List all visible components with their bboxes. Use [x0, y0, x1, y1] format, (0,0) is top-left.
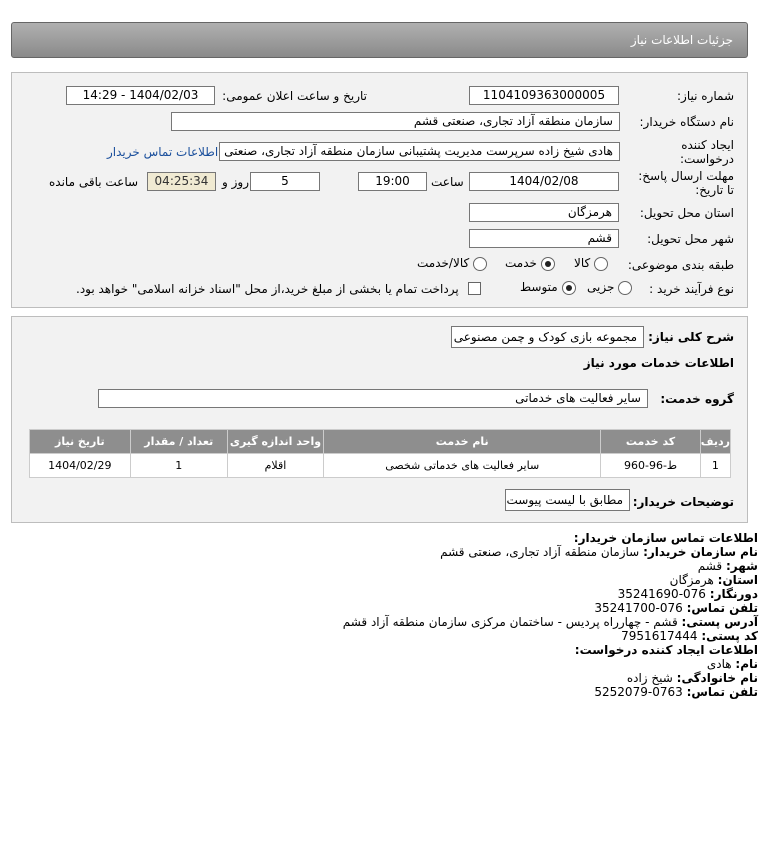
- radio-icon[interactable]: [473, 257, 487, 271]
- need-number-field[interactable]: 1104109363000005: [469, 86, 619, 105]
- creator-family: نام خانوادگی: شیخ زاده: [626, 671, 758, 685]
- province-label: استان محل تحویل:: [639, 206, 734, 220]
- remaining-time-field: 04:25:34: [147, 172, 216, 191]
- col-name: نام خدمت: [324, 430, 601, 454]
- category-label: طبقه بندی موضوعی:: [627, 258, 734, 272]
- creator-heading: اطلاعات ایجاد کننده درخواست:: [574, 643, 758, 657]
- days-label: روز و: [222, 175, 249, 189]
- buyer-org-field[interactable]: سازمان منطقه آزاد تجاری، صنعتی قشم: [171, 112, 620, 131]
- process-label: نوع فرآیند خرید :: [649, 282, 734, 296]
- deadline-date-field[interactable]: 1404/02/08: [469, 172, 619, 191]
- remaining-label: ساعت باقی مانده: [49, 175, 139, 189]
- process-option-medium[interactable]: متوسط: [520, 280, 576, 295]
- city-label: شهر محل تحویل:: [647, 232, 734, 246]
- cell-name: سایر فعالیت های خدماتی شخصی: [324, 454, 601, 478]
- need-number-label: شماره نیاز:: [677, 89, 734, 103]
- buyer-contact-link[interactable]: اطلاعات تماس خریدار: [107, 145, 219, 159]
- cell-qty: 1: [130, 454, 227, 478]
- col-unit: واحد اندازه گیری: [227, 430, 323, 454]
- deadline-label-2: تا تاریخ:: [695, 183, 734, 197]
- announce-label: تاریخ و ساعت اعلان عمومی:: [222, 89, 367, 103]
- cell-date: 1404/02/29: [30, 454, 131, 478]
- col-row: ردیف: [700, 430, 730, 454]
- deadline-label-1: مهلت ارسال پاسخ:: [638, 169, 734, 183]
- cell-row: 1: [700, 454, 730, 478]
- radio-icon[interactable]: [594, 257, 608, 271]
- page-title-bar: [11, 22, 748, 58]
- summary-field[interactable]: مجموعه بازی کودک و چمن مصنوعی: [451, 326, 644, 348]
- contact-heading: اطلاعات تماس سازمان خریدار:: [573, 531, 758, 545]
- col-date: تاریخ نیاز: [30, 430, 131, 454]
- service-group-field[interactable]: سایر فعالیت های خدماتی: [98, 389, 648, 408]
- buyer-org-label: نام دستگاه خریدار:: [639, 115, 734, 129]
- category-option-both[interactable]: کالا/خدمت: [417, 256, 487, 271]
- service-group-label: گروه خدمت:: [660, 392, 734, 406]
- col-qty: تعداد / مقدار: [130, 430, 227, 454]
- services-heading: اطلاعات خدمات مورد نیاز: [583, 356, 734, 370]
- col-code: کد خدمت: [601, 430, 700, 454]
- creator-label-2: درخواست:: [680, 152, 734, 166]
- buyer-notes-label: توضیحات خریدار:: [632, 495, 734, 509]
- services-table: [29, 429, 731, 478]
- radio-selected-icon[interactable]: [562, 281, 576, 295]
- summary-label: شرح کلی نیاز:: [648, 330, 734, 344]
- radio-icon[interactable]: [618, 281, 632, 295]
- cell-code: ط-96-960: [601, 454, 700, 478]
- cell-unit: اقلام: [227, 454, 323, 478]
- city-field[interactable]: قشم: [469, 229, 619, 248]
- page-title: جزئیات اطلاعات نیاز: [630, 33, 733, 47]
- category-option-goods[interactable]: کالا: [574, 256, 608, 271]
- radio-selected-icon[interactable]: [541, 257, 555, 271]
- process-option-minor[interactable]: جزیی: [587, 280, 632, 295]
- buyer-notes-field[interactable]: مطابق با لیست پیوست: [505, 489, 630, 511]
- creator-phone: تلفن تماس: 0763-5252079: [594, 685, 758, 699]
- treasury-payment-checkbox[interactable]: [468, 282, 481, 295]
- creator-name: نام: هادی: [706, 657, 758, 671]
- treasury-payment-text: پرداخت تمام یا بخشی از مبلغ خرید،از محل "اسناد خزانه اسلامی" خواهد بود.: [76, 282, 459, 296]
- contact-postal: کد پستی: 7951617444: [621, 629, 758, 643]
- creator-field[interactable]: هادی شیخ زاده سرپرست مدیریت پشتیبانی سازمان منطقه آزاد تجاری، صنعتی: [219, 142, 620, 161]
- deadline-time-field[interactable]: 19:00: [358, 172, 427, 191]
- contact-city: شهر: قشم: [697, 559, 758, 573]
- province-field[interactable]: هرمزگان: [469, 203, 619, 222]
- contact-org: نام سازمان خریدار: سازمان منطقه آزاد تجاری، صنعتی قشم: [440, 545, 758, 559]
- announce-field[interactable]: 1404/02/03 - 14:29: [66, 86, 215, 105]
- contact-address: آدرس پستی: قشم - چهارراه پردیس - ساختمان مرکزی سازمان منطقه آزاد قشم: [342, 615, 758, 629]
- category-option-service[interactable]: خدمت: [505, 256, 555, 271]
- time-label: ساعت: [431, 175, 464, 189]
- creator-label-1: ایجاد کننده: [681, 138, 734, 152]
- contact-fax: دورنگار: 076-35241690: [617, 587, 758, 601]
- contact-phone: تلفن تماس: 076-35241700: [594, 601, 758, 615]
- table-row: [30, 454, 731, 478]
- days-field[interactable]: 5: [250, 172, 320, 191]
- contact-province: استان: هرمزگان: [669, 573, 758, 587]
